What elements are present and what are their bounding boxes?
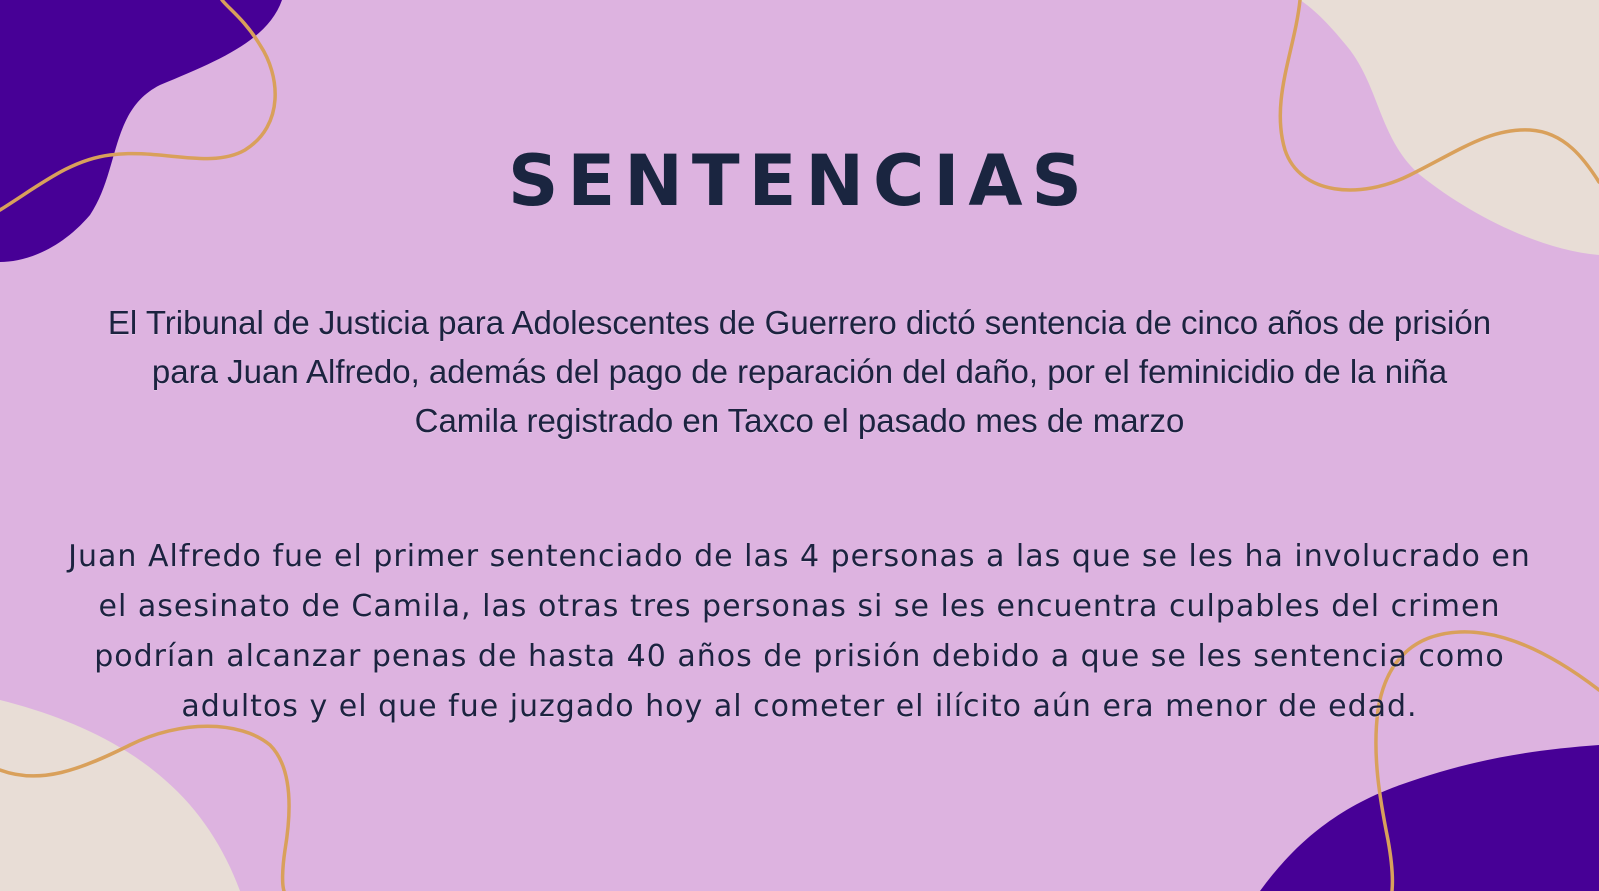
paragraph-other-defendants [0, 532, 1599, 732]
paragraph-1-line: para Juan Alfredo, además del pago de reparación del daño, por el feminicidio de la niña [151, 353, 1448, 390]
paragraph-2-line: podrían alcanzar penas de hasta 40 años de prisión debido a que se les sentencia como [94, 639, 1505, 674]
top-left-purple-blob [0, 0, 282, 262]
paragraph-1-line: El Tribunal de Justicia para Adolescentes de Guerrero dictó sentencia de cinco años de prisión [107, 304, 1492, 341]
paragraph-1-line: Camila registrado en Taxco el pasado mes de marzo [414, 402, 1185, 439]
bottom-right-purple-blob [1260, 745, 1599, 891]
paragraph-2-line: adultos y el que fue juzgado hoy al cometer el ilícito aún era menor de edad. [181, 689, 1418, 724]
paragraph-2-line: Juan Alfredo fue el primer sentenciado de las 4 personas a las que se les ha involucrado en [68, 539, 1531, 574]
slide-title: SENTENCIAS [508, 140, 1091, 222]
paragraph-sentence-details [0, 298, 1599, 445]
paragraph-2-line: el asesinato de Camila, las otras tres personas si se les encuentra culpables del crimen [98, 589, 1501, 624]
